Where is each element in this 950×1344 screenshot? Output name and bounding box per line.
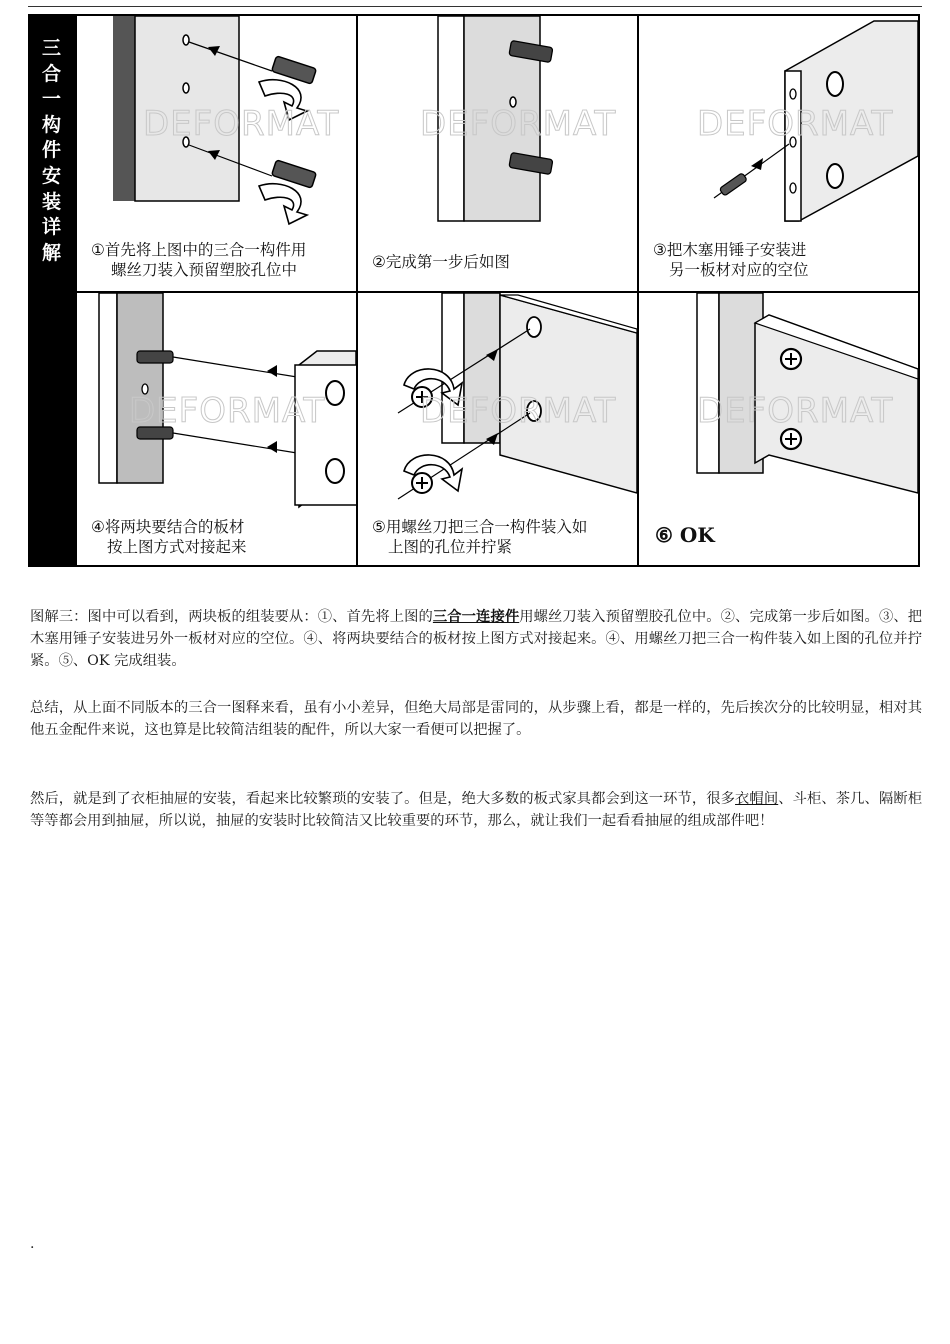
step-4-panel: [77, 293, 356, 565]
step-3-caption-line1: ③把木塞用锤子安装进: [653, 241, 807, 259]
step-4-caption-line2: 按上图方式对接起来: [107, 538, 247, 556]
step-2-illustration: [358, 16, 637, 291]
side-title-char: 装: [41, 190, 61, 213]
footer-mark: .: [30, 1236, 35, 1252]
step-6-caption: ⑥ OK: [655, 523, 715, 547]
paragraph1-text-post: 用螺丝刀装入预留塑胶孔位中。②、完成第一步后如图。③、把木塞用锤子安装进另外一板材对应的空位。④、将两块要结合的板材按上图方式对接起来。④、用螺丝刀把三合一构件装入如上图的孔位并拧紧。⑤、OK 完成组装。: [30, 609, 923, 669]
side-title-char: 详: [41, 216, 61, 239]
walk-in-closet-link[interactable]: 衣帽间: [735, 791, 779, 807]
paragraph2-text: 总结，从上面不同版本的三合一图释来看，虽有小小差异，但绝大局部是雷同的，从步骤上看，都是一样的，先后挨次分的比较明显，相对其他五金配件来说，这也算是比较简洁组装的配件，所以大家一看便可以把握了。: [30, 700, 922, 738]
step-5-caption-line2: 上图的孔位并拧紧: [388, 538, 513, 556]
step-5-panel: [358, 293, 637, 565]
step-3-caption-line2: 另一板材对应的空位: [669, 261, 809, 279]
paragraph-summary: [30, 697, 922, 741]
step-3-panel: [639, 16, 918, 291]
figure-grid: [75, 14, 920, 567]
paragraph1-text-pre: 图解三：图中可以看到，两块板的组装要从：①、首先将上图的: [30, 609, 433, 625]
watermark: DEFORMAT: [420, 104, 617, 144]
step-2-caption-line1: ②完成第一步后如图: [372, 253, 510, 271]
side-title-char: 合: [41, 62, 61, 85]
step-5-caption-line1: ⑤用螺丝刀把三合一构件装入如: [372, 518, 588, 536]
step-1-caption-line1: ①首先将上图中的三合一构件用: [91, 241, 307, 259]
top-rule: [28, 6, 922, 7]
step-1-caption-line2: 螺丝刀装入预留塑胶孔位中: [111, 261, 298, 279]
assembly-figure: [28, 14, 920, 567]
watermark: DEFORMAT: [143, 104, 340, 144]
side-title-char: 三: [41, 37, 61, 59]
side-title-char: 解: [41, 241, 61, 264]
paragraph3-text-post: 、斗柜、茶几、隔断柜等等都会用到抽屉，所以说，抽屉的安装时比较简洁又比较重要的环节，那么，就让我们一起看看抽屉的组成部件吧！: [30, 791, 923, 829]
step-2-panel: [358, 16, 637, 291]
three-in-one-connector-link[interactable]: 三合一连接件: [432, 609, 520, 625]
side-title-char: 安: [41, 164, 61, 187]
figure-side-title: [28, 36, 75, 266]
paragraph-drawer-intro: [30, 788, 922, 832]
paragraph3-text-pre: 然后，就是到了衣柜抽屉的安装，看起来比较繁琐的安装了。但是，绝大多数的板式家具都会到这一环节，很多: [30, 791, 736, 807]
step-6-panel: [639, 293, 918, 565]
watermark: DEFORMAT: [697, 104, 894, 144]
step-4-caption-line1: ④将两块要结合的板材: [91, 518, 245, 536]
watermark: DEFORMAT: [129, 391, 326, 431]
watermark: DEFORMAT: [420, 391, 617, 431]
side-title-char: 件: [41, 139, 61, 162]
side-title-char: 一: [41, 88, 61, 111]
figure-side-bar: [28, 14, 75, 567]
side-title-char: 构: [41, 113, 61, 136]
step-1-panel: [77, 16, 356, 291]
watermark: DEFORMAT: [697, 391, 894, 431]
paragraph-diagram-explanation: [30, 606, 922, 672]
